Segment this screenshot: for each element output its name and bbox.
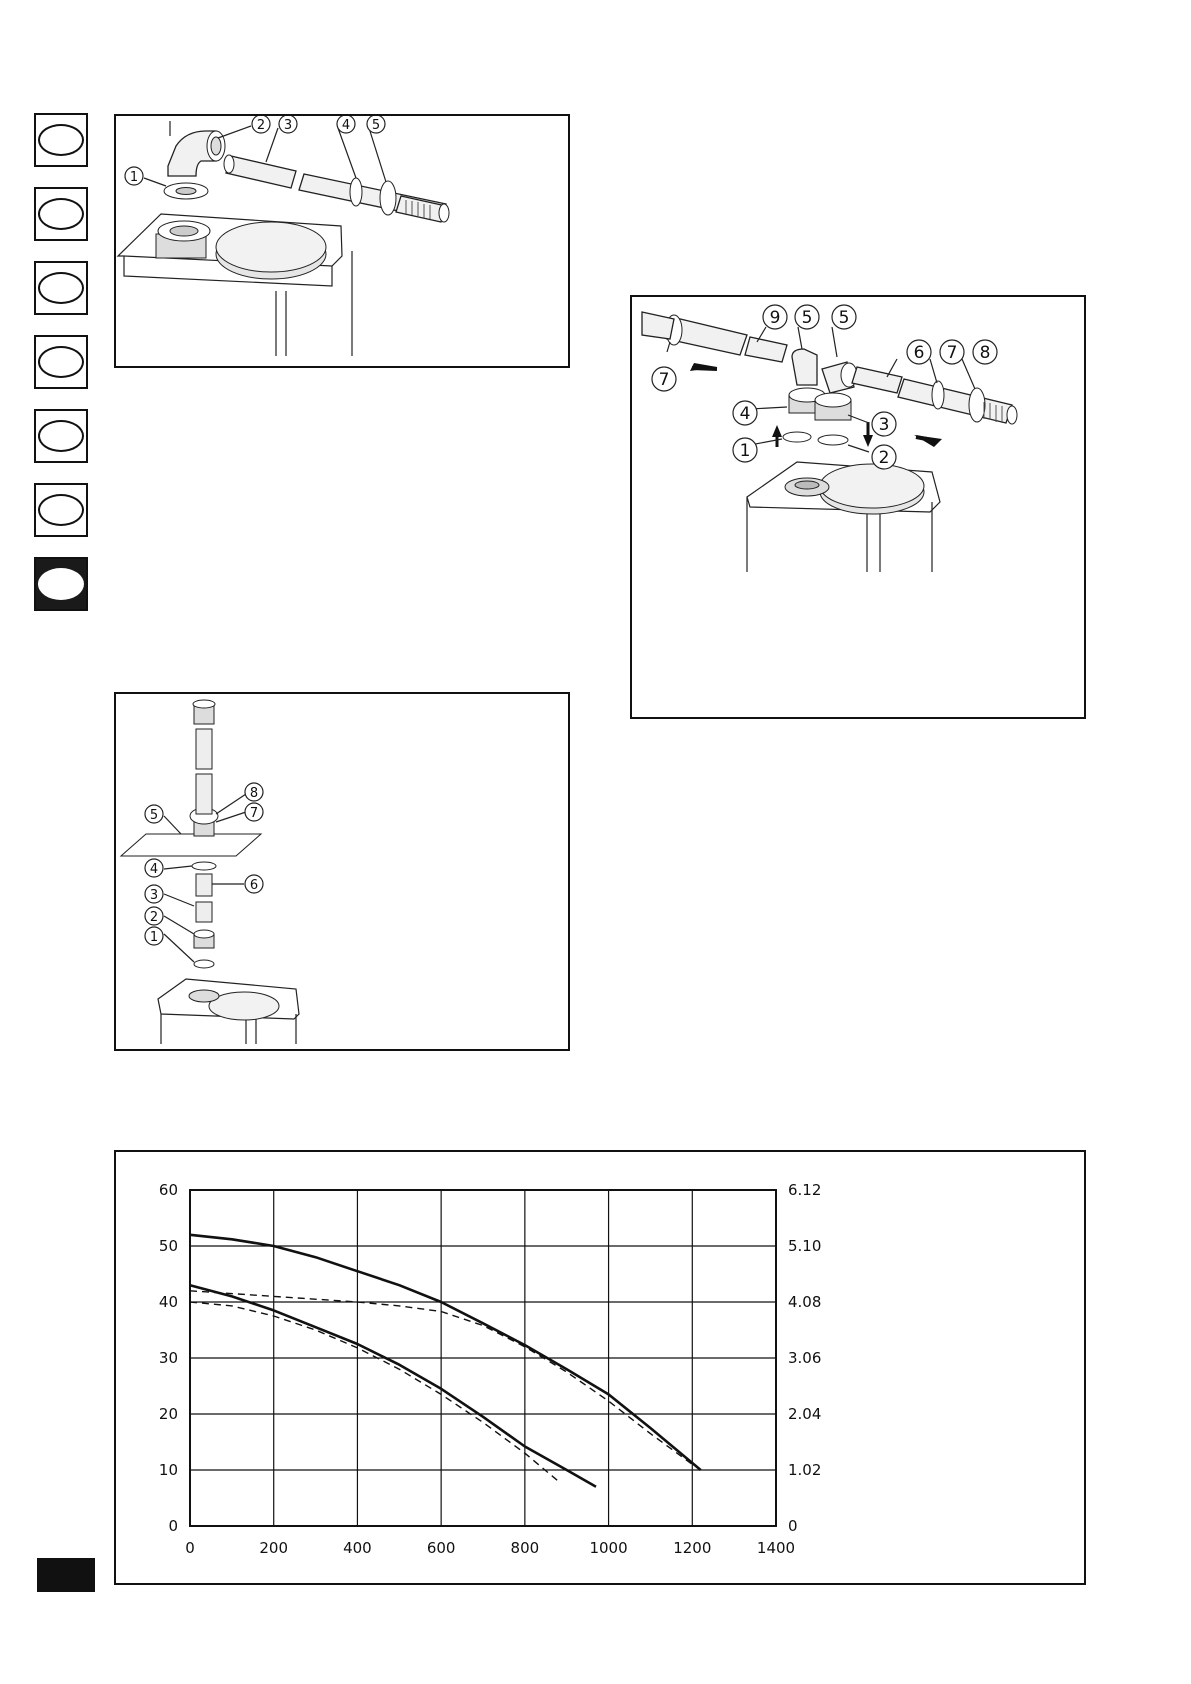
section-tab-6[interactable] bbox=[34, 483, 88, 537]
svg-text:5: 5 bbox=[149, 808, 159, 823]
chart-series bbox=[190, 1235, 701, 1487]
svg-text:2: 2 bbox=[149, 910, 159, 925]
page-marker-block bbox=[37, 1558, 95, 1592]
callout-2 bbox=[145, 907, 163, 925]
section-tab-2[interactable] bbox=[34, 187, 88, 241]
svg-text:3: 3 bbox=[149, 888, 159, 903]
y-right-tick-label: 0 bbox=[788, 1517, 798, 1535]
callout-7-right bbox=[940, 340, 964, 364]
svg-text:1: 1 bbox=[739, 441, 751, 461]
callout-6 bbox=[245, 875, 263, 893]
figure-horizontal-flue-kit bbox=[114, 114, 570, 368]
callout-1 bbox=[125, 167, 143, 185]
pump-performance-chart-panel bbox=[114, 1150, 1086, 1585]
svg-text:7: 7 bbox=[946, 343, 958, 363]
horizontal-flue-illustration bbox=[116, 116, 568, 366]
svg-text:5: 5 bbox=[838, 308, 850, 328]
callout-8 bbox=[245, 783, 263, 801]
y-right-tick-label: 4.08 bbox=[788, 1293, 822, 1311]
chart-grid bbox=[190, 1190, 776, 1526]
y-left-tick-label: 30 bbox=[158, 1349, 178, 1367]
callout-7-left bbox=[652, 367, 676, 391]
svg-text:4: 4 bbox=[739, 404, 751, 424]
section-tab-7-active[interactable] bbox=[34, 557, 88, 611]
y-right-tick-label: 2.04 bbox=[788, 1405, 822, 1423]
callout-9 bbox=[763, 305, 787, 329]
callout-5-right bbox=[832, 305, 856, 329]
oval-icon bbox=[38, 124, 84, 156]
y-left-tick-label: 20 bbox=[158, 1405, 178, 1423]
callout-3 bbox=[872, 412, 896, 436]
callout-7 bbox=[245, 803, 263, 821]
y-left-tick-label: 60 bbox=[158, 1181, 178, 1199]
callout-5 bbox=[367, 116, 385, 133]
y-right-tick-label: 5.10 bbox=[788, 1237, 822, 1255]
twin-pipe-illustration bbox=[632, 297, 1084, 717]
callout-4 bbox=[145, 859, 163, 877]
callout-3 bbox=[279, 116, 297, 133]
oval-icon bbox=[38, 346, 84, 378]
svg-text:5: 5 bbox=[801, 308, 813, 328]
y-left-tick-label: 0 bbox=[168, 1517, 178, 1535]
section-tab-4[interactable] bbox=[34, 335, 88, 389]
svg-text:3: 3 bbox=[283, 118, 293, 133]
y-right-tick-label: 3.06 bbox=[788, 1349, 822, 1367]
callout-2 bbox=[872, 445, 896, 469]
svg-text:1: 1 bbox=[129, 170, 139, 185]
series-line-1-solid bbox=[190, 1235, 701, 1470]
callout-5-left bbox=[795, 305, 819, 329]
series-line-4-dashed bbox=[190, 1302, 558, 1481]
x-tick-label: 1000 bbox=[589, 1539, 628, 1557]
svg-text:3: 3 bbox=[878, 415, 890, 435]
y-axis-right-ticks bbox=[788, 1181, 821, 1535]
svg-text:8: 8 bbox=[979, 343, 991, 363]
callout-5 bbox=[145, 805, 163, 823]
svg-text:8: 8 bbox=[249, 786, 259, 801]
svg-text:2: 2 bbox=[878, 448, 890, 468]
y-axis-left-ticks bbox=[159, 1181, 178, 1535]
svg-text:5: 5 bbox=[371, 118, 381, 133]
vertical-flue-illustration bbox=[116, 694, 568, 1049]
callout-1 bbox=[145, 927, 163, 945]
svg-text:7: 7 bbox=[249, 806, 259, 821]
figure-twin-pipe-kit bbox=[630, 295, 1086, 719]
y-right-tick-label: 1.02 bbox=[788, 1461, 822, 1479]
callout-8 bbox=[973, 340, 997, 364]
svg-text:6: 6 bbox=[249, 878, 259, 893]
x-tick-label: 800 bbox=[510, 1539, 540, 1557]
callout-1 bbox=[733, 438, 757, 462]
oval-icon bbox=[38, 494, 84, 526]
oval-icon bbox=[38, 568, 84, 600]
callout-3 bbox=[145, 885, 163, 903]
callout-4 bbox=[337, 116, 355, 133]
oval-icon bbox=[38, 420, 84, 452]
callout-2 bbox=[252, 116, 270, 133]
y-left-tick-label: 40 bbox=[158, 1293, 178, 1311]
svg-text:4: 4 bbox=[149, 862, 159, 877]
x-tick-label: 0 bbox=[185, 1539, 195, 1557]
y-right-tick-label: 6.12 bbox=[788, 1181, 822, 1199]
section-tab-3[interactable] bbox=[34, 261, 88, 315]
oval-icon bbox=[38, 198, 84, 230]
svg-text:6: 6 bbox=[913, 343, 925, 363]
oval-icon bbox=[38, 272, 84, 304]
svg-text:4: 4 bbox=[341, 118, 351, 133]
x-tick-label: 400 bbox=[343, 1539, 372, 1557]
x-axis-ticks bbox=[185, 1539, 795, 1557]
pump-curve-chart bbox=[116, 1152, 1084, 1583]
svg-text:7: 7 bbox=[658, 370, 670, 390]
callout-4 bbox=[733, 401, 757, 425]
x-tick-label: 600 bbox=[426, 1539, 456, 1557]
y-left-tick-label: 10 bbox=[158, 1461, 178, 1479]
svg-text:2: 2 bbox=[256, 118, 266, 133]
svg-text:1: 1 bbox=[149, 930, 159, 945]
series-line-2-solid bbox=[190, 1285, 596, 1487]
svg-text:9: 9 bbox=[769, 308, 781, 328]
callout-6 bbox=[907, 340, 931, 364]
section-tabs bbox=[34, 113, 92, 631]
x-tick-label: 1200 bbox=[673, 1539, 712, 1557]
x-tick-label: 1400 bbox=[756, 1539, 796, 1557]
figure-vertical-flue-kit bbox=[114, 692, 570, 1051]
section-tab-5[interactable] bbox=[34, 409, 88, 463]
section-tab-1[interactable] bbox=[34, 113, 88, 167]
y-left-tick-label: 50 bbox=[158, 1237, 178, 1255]
x-tick-label: 200 bbox=[259, 1539, 289, 1557]
